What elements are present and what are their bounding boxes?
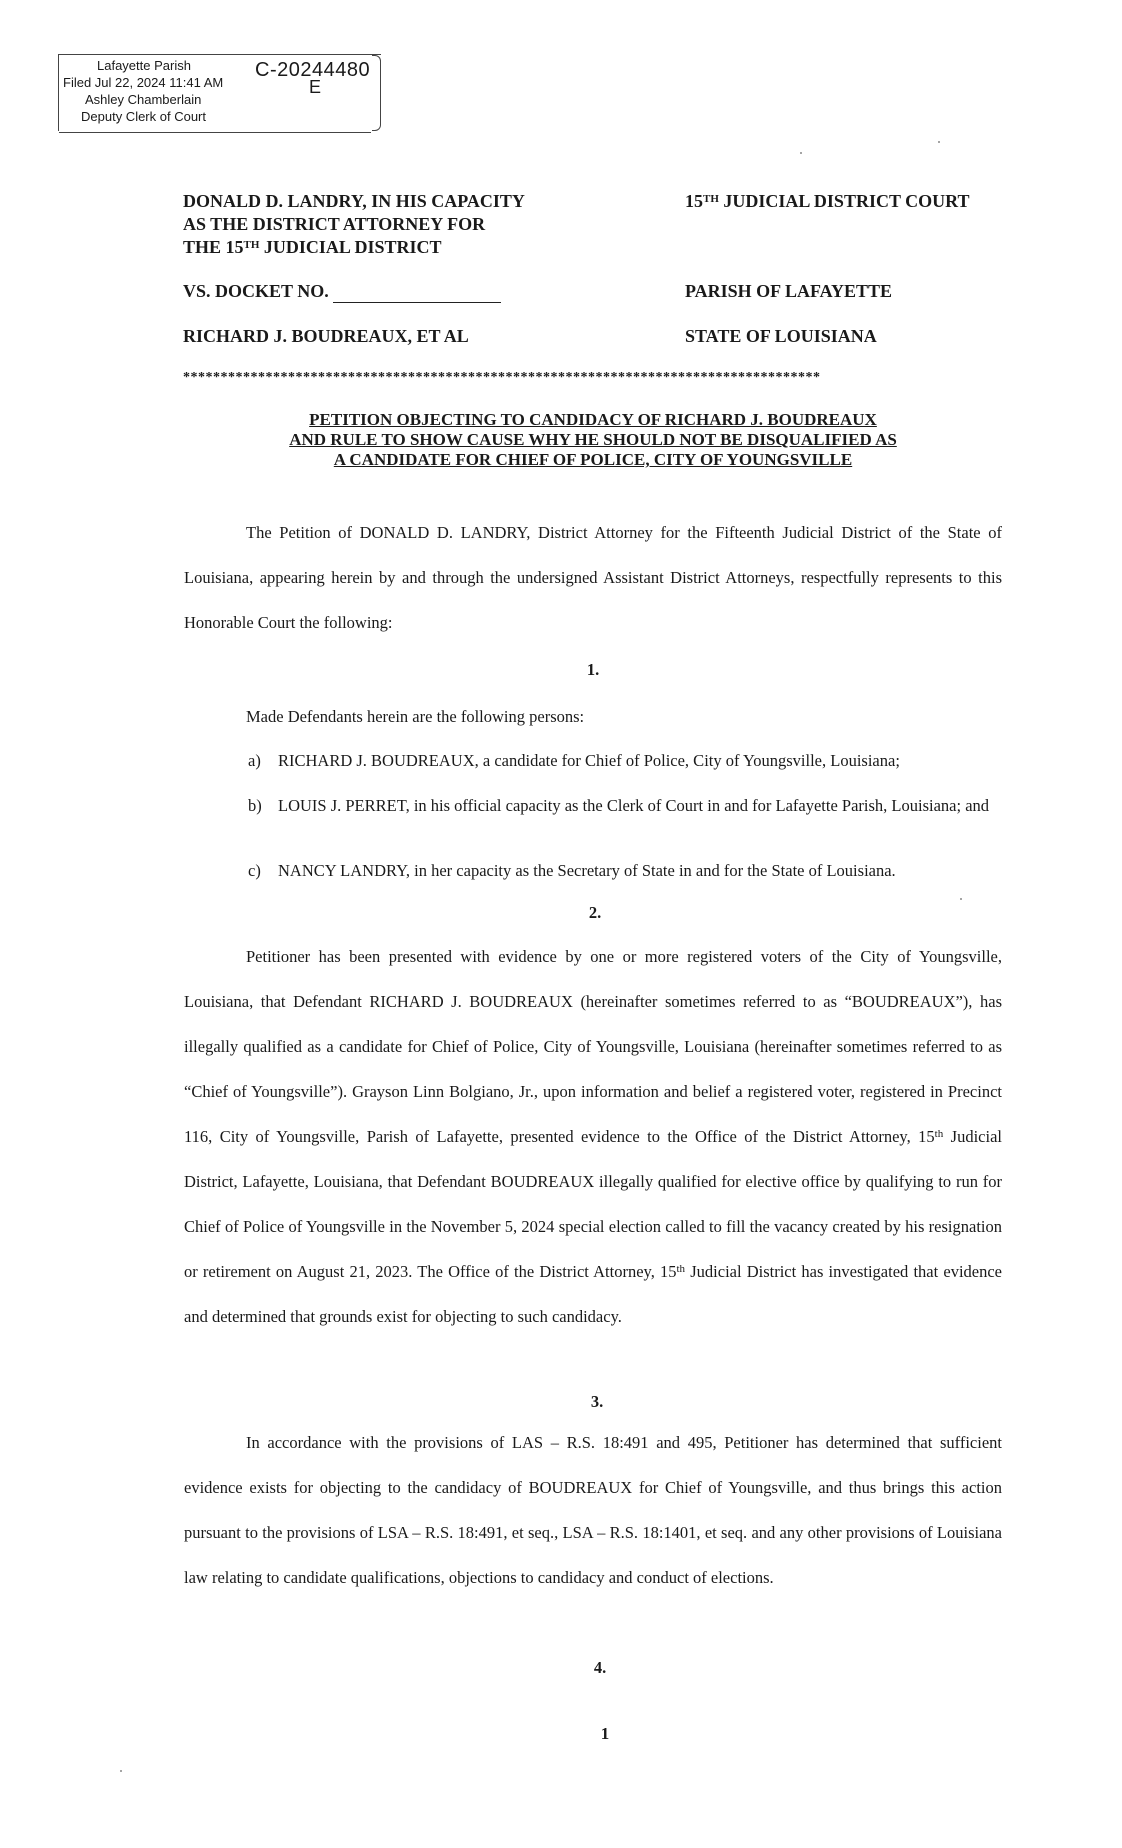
defendant-item-a	[248, 750, 1008, 771]
defendant-item-c	[248, 860, 1008, 881]
title-line-3: A CANDIDATE FOR CHIEF OF POLICE, CITY OF YOUNGSVILLE	[333, 450, 853, 469]
plaintiff-line-1: DONALD D. LANDRY, IN HIS CAPACITY	[183, 191, 525, 211]
stamp-border-bottom	[59, 132, 371, 133]
item-label: c)	[248, 861, 261, 880]
page-number: 1	[600, 1724, 610, 1743]
plaintiff-line-2: AS THE DISTRICT ATTORNEY FOR	[183, 214, 486, 234]
section-3-number: 3.	[590, 1392, 604, 1411]
plaintiff-line-3: THE 15TH JUDICIAL DISTRICT	[183, 237, 442, 257]
section-4-number: 4.	[593, 1658, 607, 1677]
stamp-case-suffix: E	[309, 77, 322, 97]
caption-defendant: RICHARD J. BOUDREAUX, ET AL	[183, 326, 469, 346]
scan-speck	[120, 1770, 122, 1772]
caption-separator: *************************************************************************************	[183, 370, 821, 385]
item-label: a)	[248, 751, 261, 770]
section-1-number: 1.	[586, 660, 600, 679]
title-line-2: AND RULE TO SHOW CAUSE WHY HE SHOULD NOT BE DISQUALIFIED AS	[289, 430, 897, 449]
stamp-border	[372, 55, 381, 131]
docket-number-blank	[333, 285, 501, 303]
title-line-1: PETITION OBJECTING TO CANDIDACY OF RICHARD J. BOUDREAUX	[309, 410, 877, 429]
section-1-lead: Made Defendants herein are the following persons:	[246, 707, 585, 726]
scan-speck	[938, 141, 940, 143]
section-3-paragraph: In accordance with the provisions of LAS – R.S. 18:491 and 495, Petitioner has determined that sufficient evidence exists for objecting to the candidacy of BOUDREAUX for Chief of Youngsville, and thus brings this action pursuant to the provisions of LSA – R.S. 18:491, et seq., LSA – R.S. 18:1401, et seq. and any other provisions of Louisiana law relating to candidate qualifications, objections to candidacy and conduct of elections.	[184, 1433, 1002, 1587]
caption-court: 15TH JUDICIAL DISTRICT COURT	[685, 191, 970, 211]
stamp-filed-date: Filed Jul 22, 2024 11:41 AM	[63, 75, 224, 90]
scan-speck	[960, 898, 962, 900]
defendant-item-b	[248, 795, 1008, 816]
intro-paragraph: The Petition of DONALD D. LANDRY, District Attorney for the Fifteenth Judicial District of the State of Louisiana, appearing herein by and through the undersigned Assistant District Attorneys, respectfully represents to this Honorable Court the following:	[184, 523, 1002, 632]
item-text: LOUIS J. PERRET, in his official capacity as the Clerk of Court in and for Lafayette Parish, Louisiana; and	[278, 796, 990, 815]
caption-plaintiff	[183, 190, 525, 259]
clerk-filing-stamp	[58, 54, 381, 131]
item-text: NANCY LANDRY, in her capacity as the Secretary of State in and for the State of Louisiana.	[278, 861, 896, 880]
document-title	[183, 410, 1003, 470]
caption-parish: PARISH OF LAFAYETTE	[685, 281, 893, 301]
stamp-clerk-name: Ashley Chamberlain	[85, 92, 202, 107]
scan-speck	[800, 152, 802, 154]
caption-state: STATE OF LOUISIANA	[685, 326, 877, 346]
section-2-number: 2.	[588, 903, 602, 922]
caption-docket: VS. DOCKET NO.	[183, 280, 501, 303]
stamp-clerk-title: Deputy Clerk of Court	[81, 109, 206, 124]
stamp-case-number: C-20244480	[255, 59, 371, 81]
section-2-paragraph: Petitioner has been presented with evidence by one or more registered voters of the City of Youngsville, Louisiana, that Defendant RICHARD J. BOUDREAUX (hereinafter sometimes referred to as “BOUDREAUX”), has illegally qualified as a candidate for Chief of Police, City of Youngsville, Louisiana (hereinafter sometimes referred to as “Chief of Youngsville”). Grayson Linn Bolgiano, Jr., upon information and belief a registered voter, registered in Precinct 116, City of Youngsville, Parish of Lafayette, presented evidence to the Office of the District Attorney, 15th Judicial District, Lafayette, Louisiana, that Defendant BOUDREAUX illegally qualified for elective office by qualifying to run for Chief of Police of Youngsville in the November 5, 2024 special election called to fill the vacancy created by his resignation or retirement on August 21, 2023. The Office of the District Attorney, 15th Judicial District has investigated that evidence and determined that grounds exist for objecting to such candidacy.	[184, 947, 1002, 1326]
item-text: RICHARD J. BOUDREAUX, a candidate for Chief of Police, City of Youngsville, Louisiana;	[278, 751, 900, 770]
stamp-parish: Lafayette Parish	[97, 58, 191, 73]
item-label: b)	[248, 796, 262, 815]
